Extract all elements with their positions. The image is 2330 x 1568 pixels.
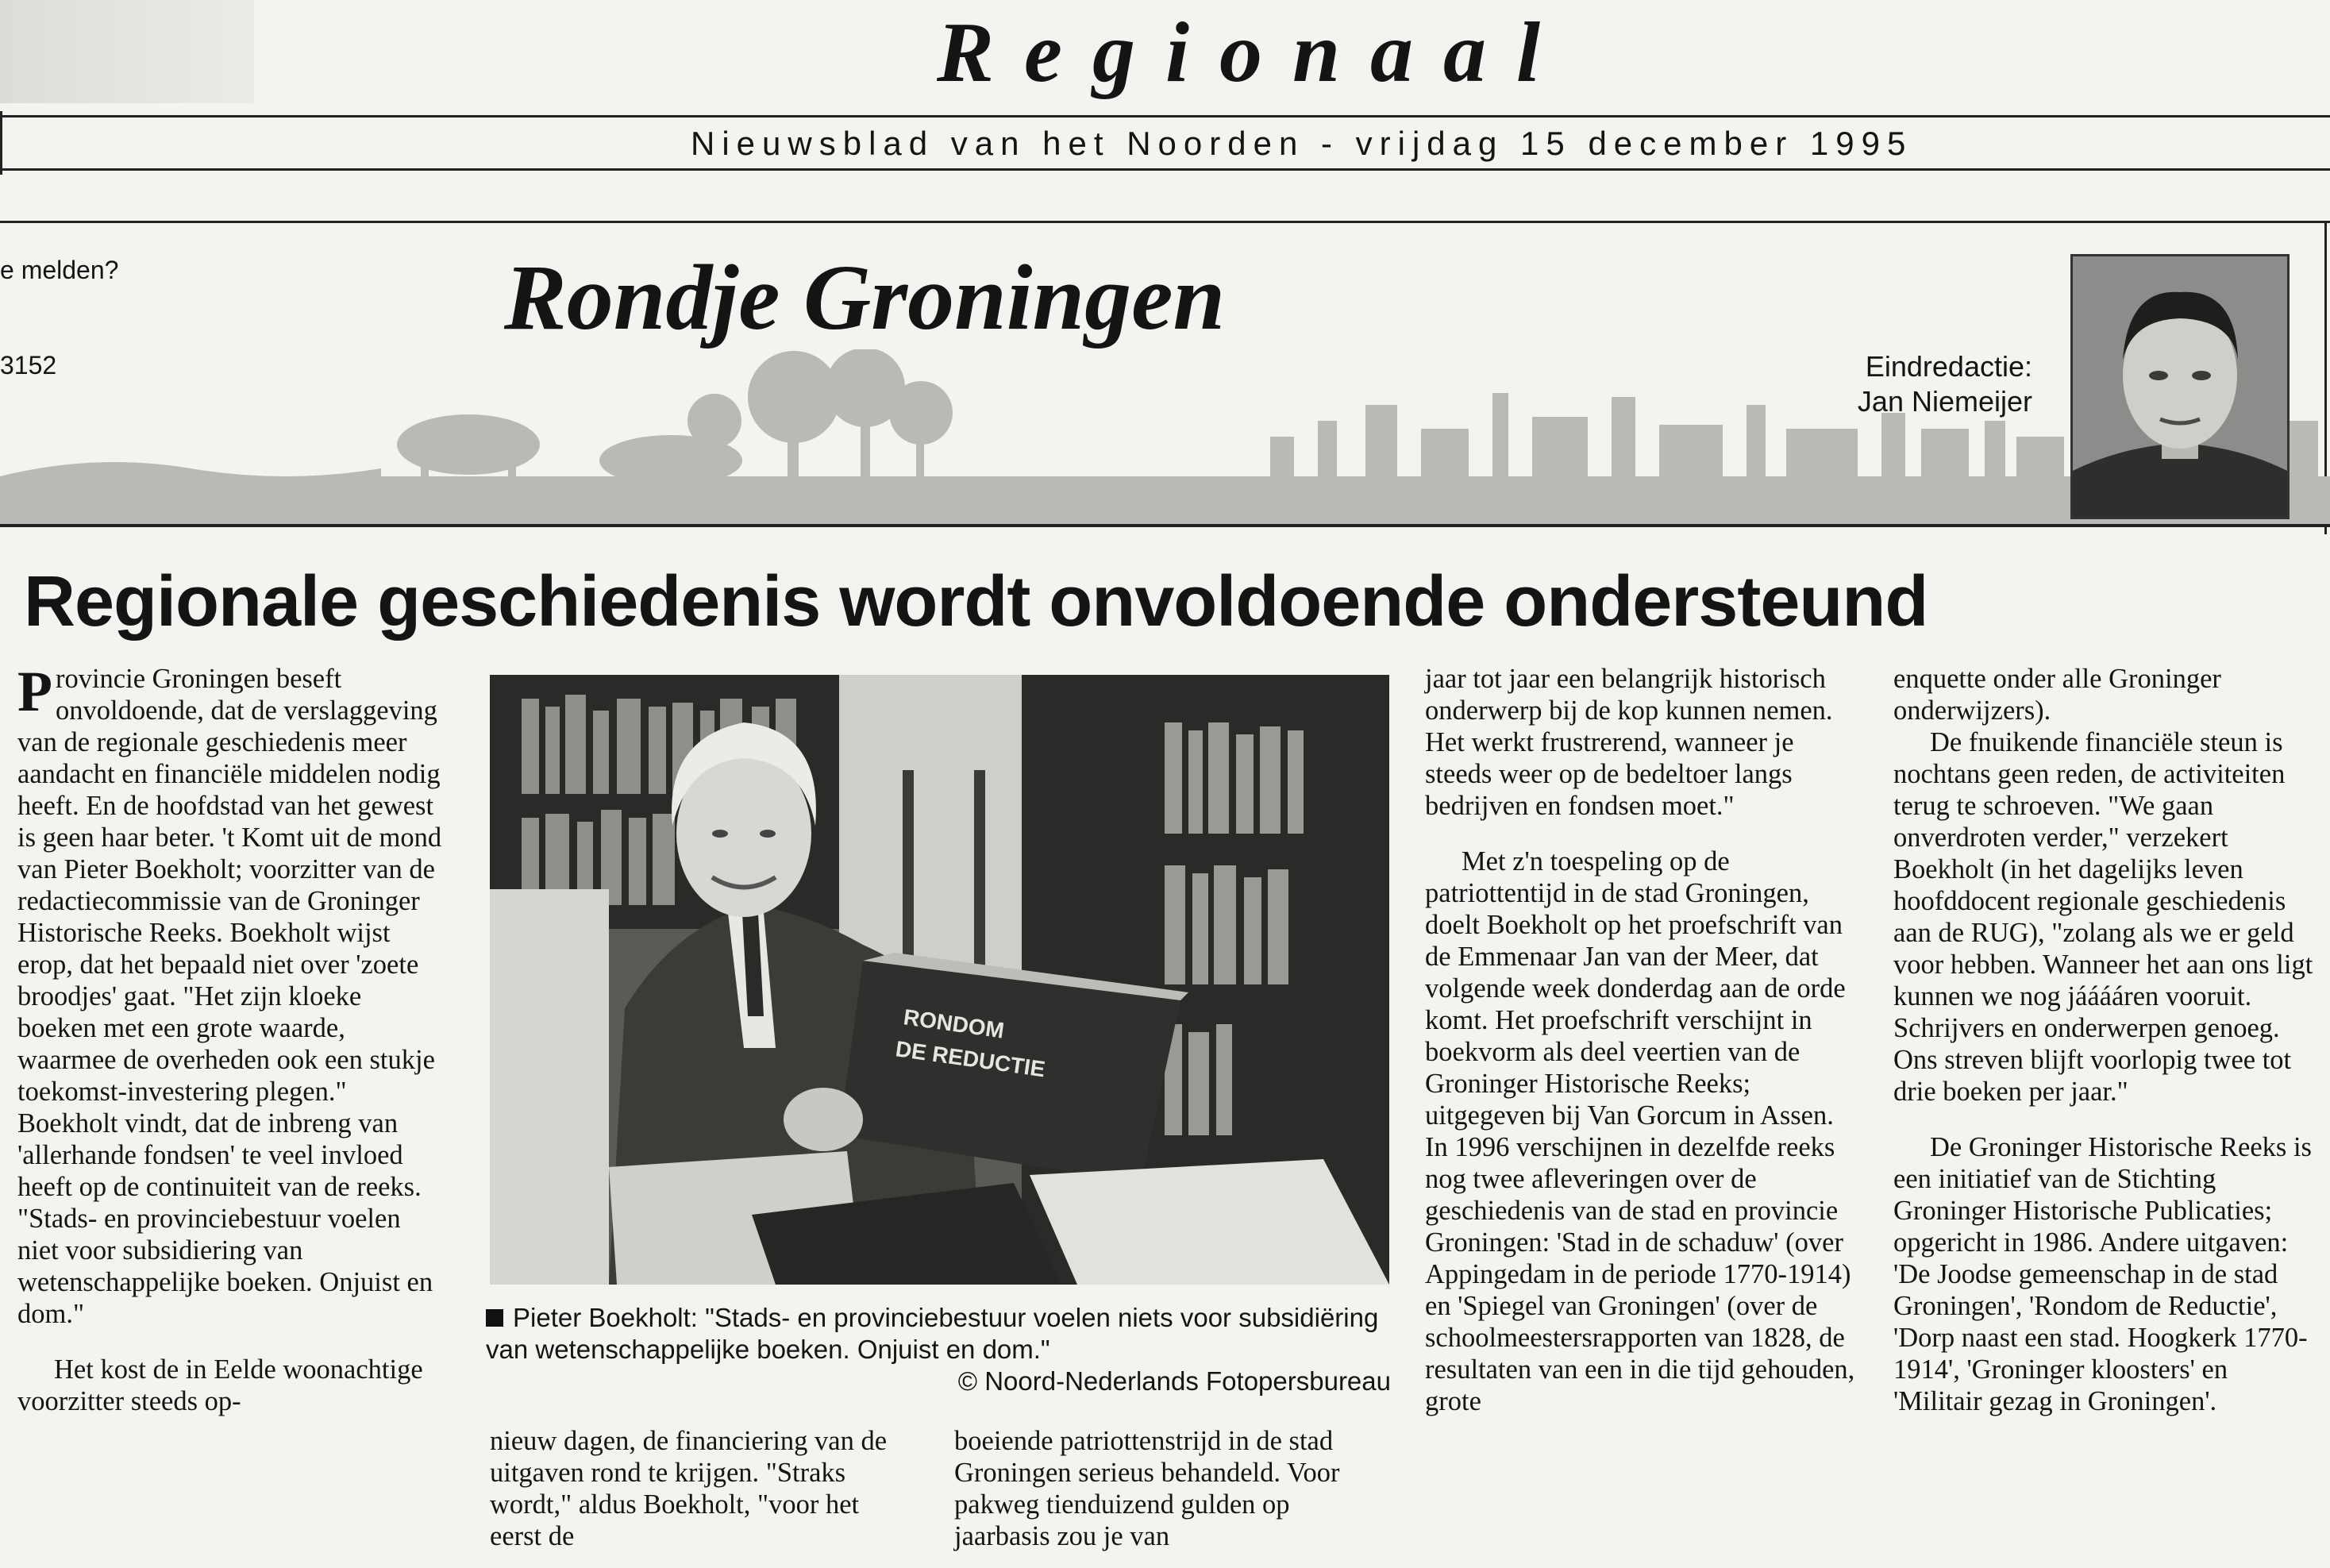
- section-title: Regionaal: [937, 6, 1571, 100]
- article-col5-paragraph-1: enquette onder alle Groninger onderwijzers).: [1893, 664, 2221, 726]
- masthead-rule-top: [0, 115, 2330, 118]
- editor-credit: [1842, 349, 2032, 419]
- masthead-rule-bottom: [0, 168, 2330, 171]
- article-column-4: [1425, 663, 1858, 1417]
- masthead-left-edge: [0, 111, 2, 175]
- faded-adjacent-page: [0, 0, 254, 103]
- rubriek-bottom-rule: [0, 524, 2330, 527]
- drop-cap: P: [17, 660, 52, 723]
- photo-boekholt-reading: [490, 675, 1389, 1285]
- article-col1-paragraph-2: Het kost de in Eelde woonachtige voorzitter steeds op-: [17, 1354, 423, 1416]
- book-title-line-1: RONDOM: [902, 1004, 1006, 1043]
- photo-caption: [486, 1302, 1391, 1397]
- caption-text: Pieter Boekholt: "Stads- en provinciebestuur voelen niets voor subsidiëring van wetenschappelijke boeken. Onjuist en dom.": [486, 1303, 1379, 1364]
- article-col4-paragraph-2: Met z'n toespeling op de patriottentijd in de stad Groningen, doelt Boekholt op het proefschrift van de Emmenaar Jan van der Meer, dat volgende week donderdag aan de orde komt. Het proefschrift verschijnt in boekvorm als deel veertien van de Groninger Historische Reeks; uitgegeven bij Van Gorcum in Assen. In 1996 verschijnen in dezelfde reeks nog twee afleveringen over de geschiedenis van de stad en provincie Groningen: 'Stad in de schaduw' (over Appingedam in de periode 1770-1914) en 'Spiegel van Groningen' (over de schoolmeestersrapporten van 1828, de resultaten van een in die tijd gehouden, grote: [1425, 846, 1855, 1416]
- article-col1-paragraph-1: Provincie Groningen beseft onvoldoende, dat de verslaggeving van de regionale geschiedenis meer aandacht en financiële middelen nodig heeft. En de hoofdstad van het gewest is geen haar beter. 't Komt uit de mond van Pieter Boekholt; voorzitter van de redactiecommissie van de Groninger Historische Reeks. Boekholt wijst erop, dat het bepaald niet over 'zoete broodjes' gaat. "Het zijn kloeke boeken met een grote waarde, waarmee de overheden ook een stukje toekomst-investering plegen." Boekholt vindt, dat de inbreng van 'allerhande fondsen' te veel invloed heeft op de continuiteit van de reeks. "Stads- en provinciebestuur voelen niet voor subsidiering van wetenschappelijke boeken. Onjuist en dom.": [17, 660, 442, 1329]
- article-col4-paragraph-1: jaar tot jaar een belangrijk historisch onderwerp bij de kop kunnen nemen. Het werkt frustrerend, wanneer je steeds weer op de bedeltoer langs bedrijven en fondsen moet.": [1425, 664, 1833, 821]
- article-column-2: [490, 1425, 891, 1552]
- article-col3-text: boeiende patriottenstrijd in de stad Groningen serieus behandeld. Voor pakweg tienduizend gulden op jaarbasis zou je van: [954, 1426, 1340, 1551]
- article-photo: [490, 675, 1389, 1285]
- photo-credit: © Noord-Nederlands Fotopersbureau: [957, 1366, 1391, 1396]
- dateline: Nieuwsblad van het Noorden - vrijdag 15 december 1995: [691, 125, 1913, 162]
- article-column-3: [954, 1425, 1387, 1552]
- article-headline: Regionale geschiedenis wordt onvoldoende ondersteund: [24, 562, 1928, 641]
- article-col2-text: nieuw dagen, de financiering van de uitgaven rond te krijgen. "Straks wordt," aldus Boekholt, "voor het eerst de: [490, 1426, 888, 1551]
- book-title-line-2: DE REDUCTIE: [894, 1036, 1047, 1082]
- editor-label: Eindredactie:: [1865, 350, 2032, 383]
- rubriek-title: Rondje Groningen: [504, 245, 1226, 349]
- rubriek-top-rule: [0, 221, 2330, 223]
- left-column-fragment-2: 3152: [0, 351, 57, 379]
- editor-name: Jan Niemeijer: [1857, 385, 2032, 418]
- editor-portrait: [2070, 254, 2290, 519]
- article-column-1: [17, 660, 446, 1417]
- article-col5-paragraph-3: De Groninger Historische Reeks is een initiatief van de Stichting Groninger Historische Publicaties; opgericht in 1986. Andere uitgaven: 'De Joodse gemeenschap in de stad Groningen', 'Rondom de Reductie', 'Dorp naast een stad. Hoogkerk 1770-1914', 'Groninger kloosters' en 'Militair gezag in Groningen'.: [1893, 1132, 2312, 1416]
- article-column-5: [1893, 663, 2322, 1417]
- editor-portrait-figure: [2073, 256, 2287, 517]
- left-column-fragment-1: e melden?: [0, 256, 119, 284]
- caption-bullet: [486, 1309, 503, 1327]
- article-col5-paragraph-2: De fnuikende financiële steun is nochtans geen reden, de activiteiten terug te schroeven. "We gaan onverdroten verder," verzekert Boekholt (in het dagelijks leven hoofddocent regionale geschiedenis aan de RUG), "zolang als we er geld voor hebben. Wanneer het aan ons ligt kunnen we nog jááááren vooruit. Schrijvers en onderwerpen genoeg. Ons streven blijft voorlopig twee tot drie boeken per jaar.": [1893, 727, 2313, 1107]
